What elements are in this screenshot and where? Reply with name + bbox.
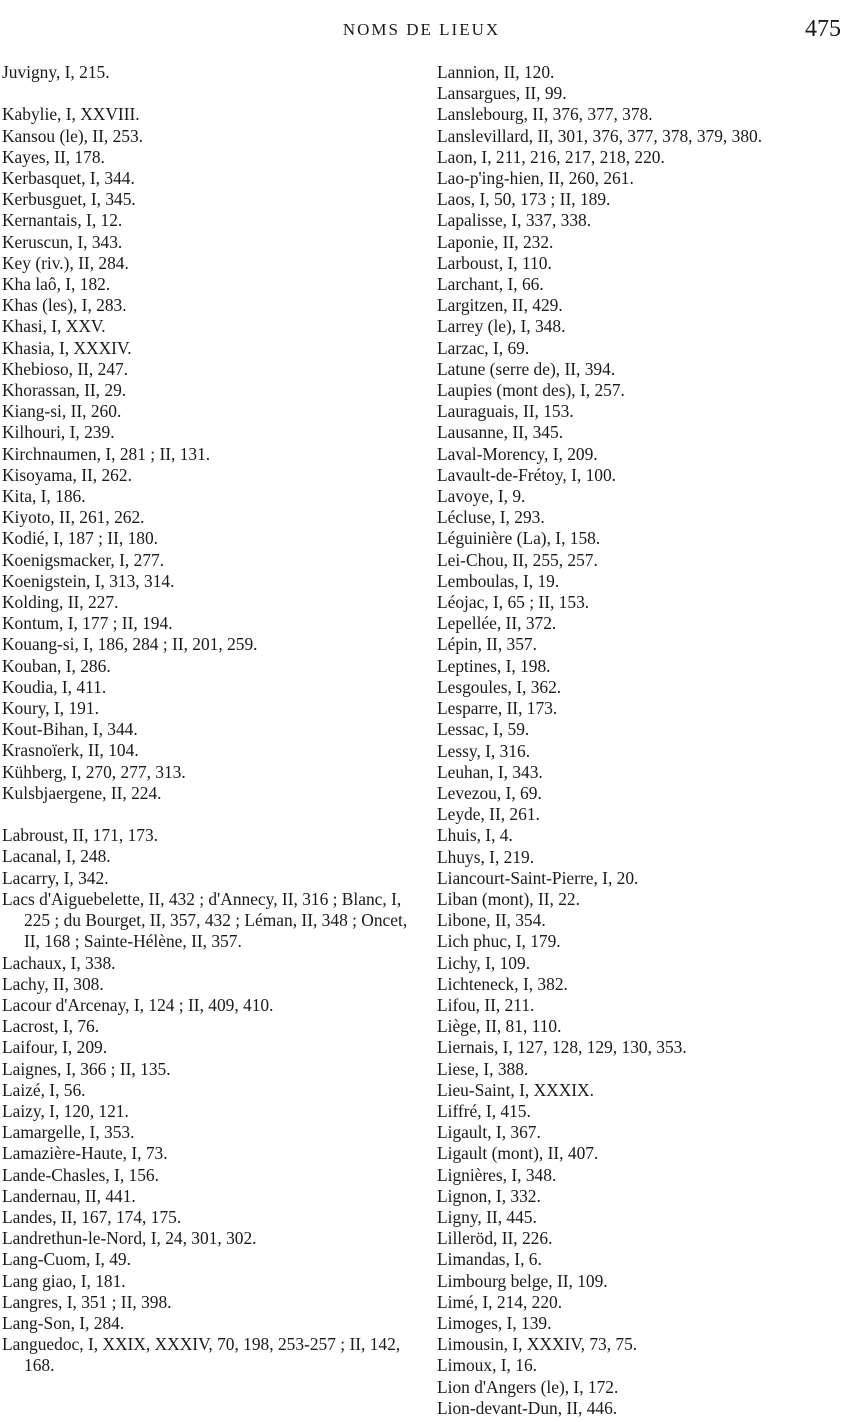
index-entry: Liège, II, 81, 110. <box>437 1016 562 1037</box>
index-entry: Lamargelle, I, 353. <box>2 1122 135 1143</box>
index-entry: Lesparre, II, 173. <box>437 698 558 719</box>
index-entry: Kühberg, I, 270, 277, 313. <box>2 761 186 782</box>
left-index-column <box>2 62 420 1377</box>
index-entry: Leptines, I, 198. <box>437 655 551 676</box>
index-entry: Limoges, I, 139. <box>437 1312 552 1333</box>
index-entry: Kayes, II, 178. <box>2 146 105 167</box>
index-entry: Lignon, I, 332. <box>437 1185 541 1206</box>
index-entry: Lich phuc, I, 179. <box>437 931 561 952</box>
index-entry: Laizy, I, 120, 121. <box>2 1100 129 1121</box>
index-entry: Lanslevillard, II, 301, 376, 377, 378, 379, 380. <box>437 125 763 146</box>
index-entry: Kerbusguet, I, 345. <box>2 189 136 210</box>
index-entry: Lacrost, I, 76. <box>2 1016 100 1037</box>
index-entry: Khas (les), I, 283. <box>2 295 127 316</box>
index-entry: Laifour, I, 209. <box>2 1037 108 1058</box>
index-entry: Languedoc, I, XXIX, XXXIV, 70, 198, 253-257 ; II, 142, 168. <box>2 1334 401 1376</box>
index-entry: Lauraguais, II, 153. <box>437 401 574 422</box>
index-entry: Kirchnaumen, I, 281 ; II, 131. <box>2 443 211 464</box>
index-entry: Kilhouri, I, 239. <box>2 422 115 443</box>
index-entry: Lhuys, I, 219. <box>437 846 535 867</box>
index-entry: Lion-devant-Dun, II, 446. <box>437 1397 618 1418</box>
index-entry: Keruscun, I, 343. <box>2 231 123 252</box>
index-entry: Koenigsmacker, I, 277. <box>2 549 165 570</box>
index-entry: Kernantais, I, 12. <box>2 210 123 231</box>
letter-section-gap <box>2 83 420 104</box>
index-entry: Laos, I, 50, 173 ; II, 189. <box>437 189 611 210</box>
index-entry: Lacs d'Aiguebelette, II, 432 ; d'Annecy, II, 316 ; Blanc, I, 225 ; du Bourget, II, 357, 432 ; Léman, II, 348 ; Oncet, II, 168 ; Sainte-Hélène, II, 357. <box>2 888 408 952</box>
index-entry: Lessy, I, 316. <box>437 740 531 761</box>
index-entry: Kodié, I, 187 ; II, 180. <box>2 528 159 549</box>
index-entry: Kisoyama, II, 262. <box>2 464 132 485</box>
index-entry: Kiang-si, II, 260. <box>2 401 122 422</box>
index-entry: Levezou, I, 69. <box>437 782 542 803</box>
index-entry: Kulsbjaergene, II, 224. <box>2 782 162 803</box>
index-entry: Khebioso, II, 247. <box>2 358 129 379</box>
index-entry: Koenigstein, I, 313, 314. <box>2 570 175 591</box>
index-entry: Léojac, I, 65 ; II, 153. <box>437 592 590 613</box>
index-entry: Larchant, I, 66. <box>437 274 544 295</box>
index-entry: Limandas, I, 6. <box>437 1249 542 1270</box>
index-entry: Lion d'Angers (le), I, 172. <box>437 1376 619 1397</box>
index-entry: Laval-Morency, I, 209. <box>437 443 598 464</box>
index-entry: Kouang-si, I, 186, 284 ; II, 201, 259. <box>2 634 258 655</box>
index-entry: Lacour d'Arcenay, I, 124 ; II, 409, 410. <box>2 994 274 1015</box>
index-entry: Lao-p'ing-hien, II, 260, 261. <box>437 168 634 189</box>
index-entry: Laupies (mont des), I, 257. <box>437 380 625 401</box>
index-entry: Krasnoïerk, II, 104. <box>2 740 139 761</box>
index-entry: Lepellée, II, 372. <box>437 613 557 634</box>
index-entry: Ligny, II, 445. <box>437 1206 537 1227</box>
index-entry: Leyde, II, 261. <box>437 804 540 825</box>
index-entry: Lemboulas, I, 19. <box>437 570 560 591</box>
index-entry: Lacanal, I, 248. <box>2 846 111 867</box>
index-entry: Limbourg belge, II, 109. <box>437 1270 608 1291</box>
index-entry: Kha laô, I, 182. <box>2 274 111 295</box>
index-entry: Lilleröd, II, 226. <box>437 1228 553 1249</box>
index-entry: Lichteneck, I, 382. <box>437 973 568 994</box>
index-entry: Landernau, II, 441. <box>2 1185 136 1206</box>
index-entry: Larzac, I, 69. <box>437 337 530 358</box>
index-entry: Lavoye, I, 9. <box>437 486 526 507</box>
index-entry: Lannion, II, 120. <box>437 62 555 82</box>
index-entry: Lifou, II, 211. <box>437 994 535 1015</box>
index-entry: Lang-Cuom, I, 49. <box>2 1249 131 1270</box>
index-entry: Koudia, I, 411. <box>2 676 107 697</box>
index-entry: Largitzen, II, 429. <box>437 295 563 316</box>
index-entry: Langres, I, 351 ; II, 398. <box>2 1291 172 1312</box>
index-entry: Limousin, I, XXXIV, 73, 75. <box>437 1334 638 1355</box>
index-entry: Lapalisse, I, 337, 338. <box>437 210 592 231</box>
index-entry: Limé, I, 214, 220. <box>437 1291 563 1312</box>
index-entry: Lachaux, I, 338. <box>2 952 116 973</box>
index-entry: Kabylie, I, XXVIII. <box>2 104 140 125</box>
index-entry: Lichy, I, 109. <box>437 952 531 973</box>
index-entry: Larboust, I, 110. <box>437 252 552 273</box>
page-number: 475 <box>805 16 841 42</box>
index-entry: Juvigny, I, 215. <box>2 62 110 82</box>
index-entry: Khorassan, II, 29. <box>2 380 127 401</box>
index-entry: Kontum, I, 177 ; II, 194. <box>2 613 173 634</box>
index-entry: Leuhan, I, 343. <box>437 761 543 782</box>
letter-section-gap <box>2 804 420 825</box>
index-entry: Lang giao, I, 181. <box>2 1270 126 1291</box>
index-entry: Liban (mont), II, 22. <box>437 888 580 909</box>
index-entry: Léguinière (La), I, 158. <box>437 528 601 549</box>
right-index-column <box>437 62 843 1419</box>
index-entry: Lanslebourg, II, 376, 377, 378. <box>437 104 653 125</box>
index-entry: Labroust, II, 171, 173. <box>2 825 159 846</box>
index-entry: Lei-Chou, II, 255, 257. <box>437 549 598 570</box>
index-entry: Lessac, I, 59. <box>437 719 530 740</box>
index-entry: Khasia, I, XXXIV. <box>2 337 132 358</box>
index-entry: Lachy, II, 308. <box>2 973 104 994</box>
index-entry: Lesgoules, I, 362. <box>437 676 562 697</box>
index-entry: Kolding, II, 227. <box>2 592 119 613</box>
index-entry: Liernais, I, 127, 128, 129, 130, 353. <box>437 1037 687 1058</box>
index-entry: Laizé, I, 56. <box>2 1079 86 1100</box>
index-entry: Khasi, I, XXV. <box>2 316 106 337</box>
index-entry: Lamazière-Haute, I, 73. <box>2 1143 168 1164</box>
index-entry: Liese, I, 388. <box>437 1058 529 1079</box>
index-entry: Landrethun-le-Nord, I, 24, 301, 302. <box>2 1228 257 1249</box>
index-entry: Kansou (le), II, 253. <box>2 125 144 146</box>
index-entry: Kerbasquet, I, 344. <box>2 168 135 188</box>
index-entry: Limoux, I, 16. <box>437 1355 537 1376</box>
index-entry: Laignes, I, 366 ; II, 135. <box>2 1058 171 1079</box>
index-entry: Larrey (le), I, 348. <box>437 316 566 337</box>
index-entry: Ligault, I, 367. <box>437 1122 541 1143</box>
index-entry: Kiyoto, II, 261, 262. <box>2 507 145 528</box>
index-entry: Liancourt-Saint-Pierre, I, 20. <box>437 867 639 888</box>
index-entry: Liffré, I, 415. <box>437 1100 531 1121</box>
index-entry: Lhuis, I, 4. <box>437 825 513 846</box>
index-entry: Lacarry, I, 342. <box>2 867 109 888</box>
index-entry: Lande-Chasles, I, 156. <box>2 1164 159 1185</box>
index-entry: Latune (serre de), II, 394. <box>437 358 616 379</box>
index-entry: Lépin, II, 357. <box>437 634 537 655</box>
index-entry: Lang-Son, I, 284. <box>2 1312 125 1333</box>
index-entry: Ligault (mont), II, 407. <box>437 1143 599 1164</box>
index-entry: Lausanne, II, 345. <box>437 422 564 443</box>
index-entry: Kita, I, 186. <box>2 486 86 507</box>
index-entry: Lieu-Saint, I, XXXIX. <box>437 1079 594 1100</box>
index-entry: Laponie, II, 232. <box>437 231 554 252</box>
index-entry: Landes, II, 167, 174, 175. <box>2 1206 182 1227</box>
index-entry: Lansargues, II, 99. <box>437 83 567 104</box>
index-entry: Key (riv.), II, 284. <box>2 252 129 273</box>
index-entry: Koury, I, 191. <box>2 698 99 719</box>
index-entry: Lignières, I, 348. <box>437 1164 557 1185</box>
running-header-title: NOMS DE LIEUX <box>342 20 501 39</box>
index-entry: Kout-Bihan, I, 344. <box>2 719 138 740</box>
index-entry: Laon, I, 211, 216, 217, 218, 220. <box>437 146 665 167</box>
index-entry: Lécluse, I, 293. <box>437 507 545 528</box>
index-entry: Kouban, I, 286. <box>2 655 111 676</box>
index-entry: Libone, II, 354. <box>437 910 546 931</box>
index-entry: Lavault-de-Frétoy, I, 100. <box>437 464 617 485</box>
